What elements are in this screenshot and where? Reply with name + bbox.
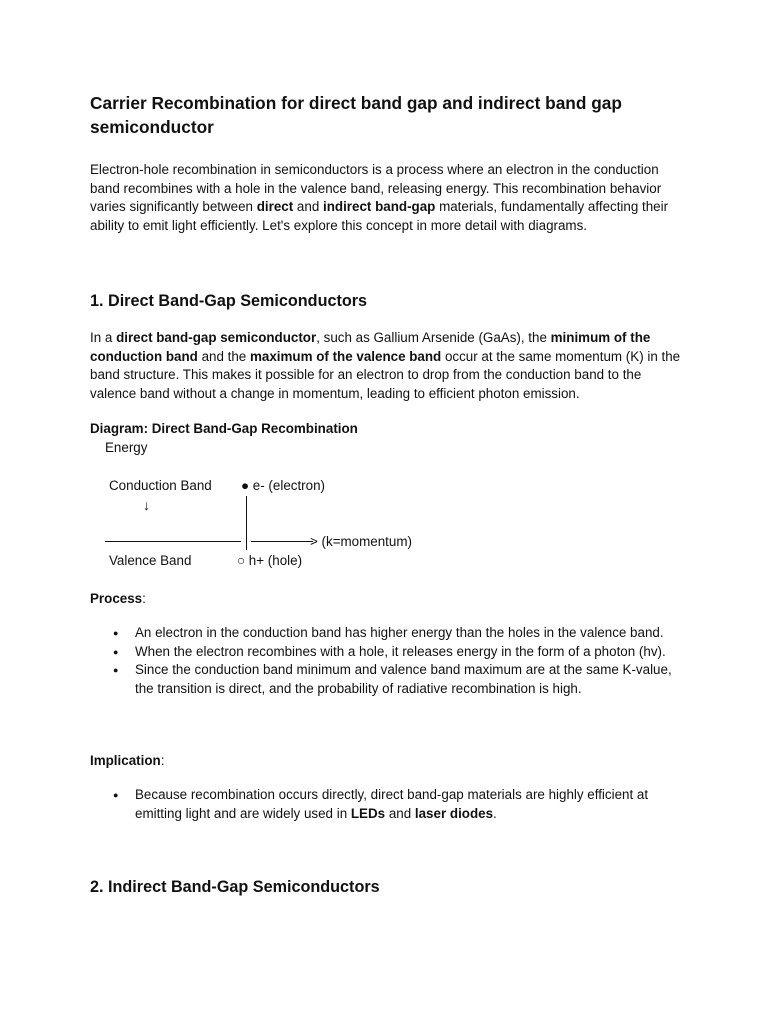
list-item	[90, 786, 690, 823]
intro-text-3: materials, fundamentally affecting their ability to emit light efficiently. Let's explore this concept in more detail with diagrams.	[90, 199, 669, 234]
s1-bold-3: maximum of the valence band	[249, 348, 442, 364]
impl-text-1: Because recombination occurs directly, direct band-gap materials are highly efficient at emitting light and are widely used in	[135, 787, 649, 821]
s1-text-1: In a	[90, 330, 117, 345]
process-label	[90, 590, 690, 609]
implication-list	[90, 786, 690, 823]
momentum-axis-label: > (k=momentum)	[310, 534, 412, 549]
transition-line	[246, 496, 247, 550]
document-title: Carrier Recombination for direct band gap and indirect band gap semiconductor	[90, 93, 622, 137]
intro-paragraph	[90, 161, 690, 236]
hole-marker: ○ h+ (hole)	[237, 553, 303, 568]
implication-label	[90, 752, 690, 771]
list-item: ● An electron in the conduction band has higher energy than the holes in the valence band.	[90, 624, 690, 643]
intro-bold-indirect: indirect band-gap	[323, 199, 436, 215]
conduction-band-label: Conduction Band	[109, 478, 212, 493]
valence-band-label: Valence Band	[109, 553, 192, 568]
process-label-bold: Process	[90, 591, 143, 606]
s1-text-4: occur at the same momentum (K) in the band structure. This makes it possible for an electron to drop from the conduction band to the valence band without a change in momentum, leading to efficient photon emission.	[90, 348, 681, 402]
list-item: ● Since the conduction band minimum and valence band maximum are at the same K-value, the transition is direct, and the probability of radiative recombination is high.	[90, 661, 690, 698]
intro-bold-direct: direct	[256, 199, 294, 215]
s1-text-2: , such as Gallium Arsenide (GaAs), the	[316, 330, 551, 345]
section1-heading: 1. Direct Band-Gap Semiconductors	[90, 292, 368, 310]
section1-paragraph	[90, 329, 690, 404]
momentum-axis-line	[251, 541, 313, 542]
process-colon: :	[142, 591, 146, 606]
implication-label-bold: Implication	[90, 753, 161, 768]
energy-axis-label: Energy	[105, 440, 148, 455]
process-list	[90, 624, 690, 699]
diagram-label: Diagram: Direct Band-Gap Recombination	[90, 421, 358, 436]
impl-bold-laser: laser diodes	[414, 805, 494, 821]
impl-text-2: and	[385, 805, 415, 821]
electron-marker: ● e- (electron)	[241, 478, 325, 493]
impl-text-3: .	[493, 805, 497, 821]
impl-bold-leds: LEDs	[350, 805, 386, 821]
band-gap-rule-left	[105, 541, 241, 542]
s1-bold-2: minimum of the conduction band	[90, 330, 651, 364]
s1-bold-1: direct band-gap semiconductor	[116, 330, 317, 345]
section2-heading: 2. Indirect Band-Gap Semiconductors	[90, 878, 380, 896]
implication-colon: :	[160, 753, 165, 768]
s1-text-3: and the	[197, 348, 250, 364]
intro-text-2: and	[293, 199, 323, 215]
intro-text-1: Electron-hole recombination in semiconductors is a process where an electron in the conduction band recombines with a hole in the valence band, releasing energy. This recombination behavior varies significantly between	[90, 162, 662, 215]
list-item: ● When the electron recombines with a hole, it releases energy in the form of a photon (hv).	[90, 643, 690, 662]
arrow-down-icon: ↓	[143, 497, 150, 513]
